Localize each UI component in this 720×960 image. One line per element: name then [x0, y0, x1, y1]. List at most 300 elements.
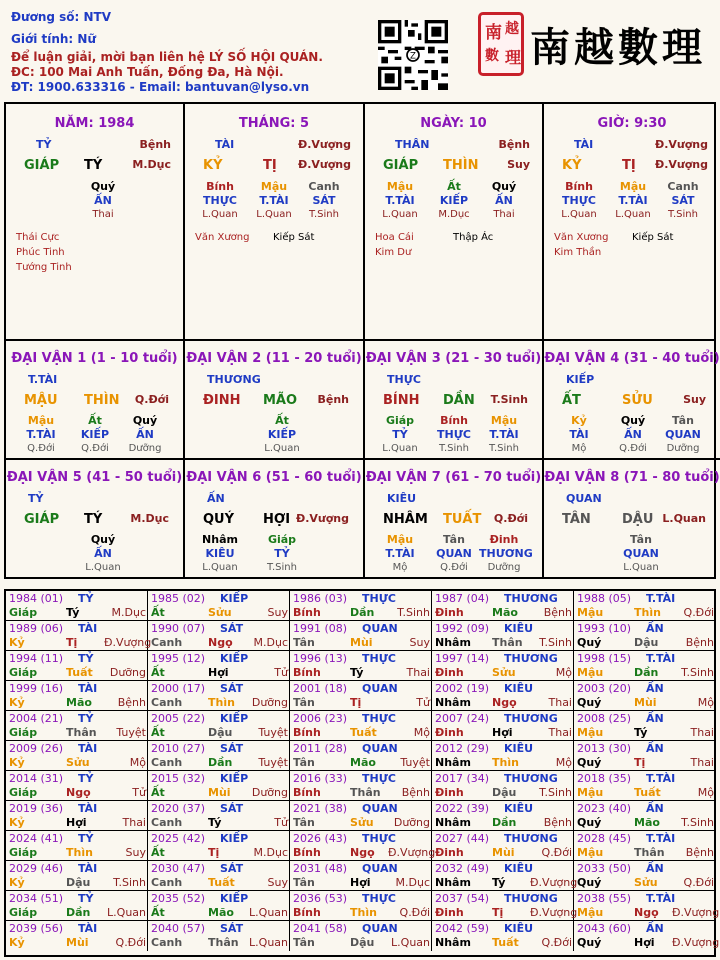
year-chi: Dần — [350, 606, 375, 619]
dai-van-hidden-shishen: ẤN — [94, 547, 112, 560]
year-chi: Sửu — [350, 816, 374, 829]
year-cell — [432, 801, 574, 831]
year-cell — [148, 831, 290, 861]
year-can: Bính — [293, 606, 321, 619]
year-chi: Thìn — [66, 846, 93, 859]
year-chi: Dậu — [208, 726, 233, 739]
year-cell — [148, 591, 290, 621]
year-chi: Thìn — [634, 606, 661, 619]
year-cell — [290, 831, 436, 861]
hidden-shishen: THỰC — [562, 194, 596, 207]
year-label: 2043 (60) — [577, 922, 632, 935]
year-truongsinh: Tử — [274, 666, 288, 679]
year-chi: Hợi — [492, 726, 513, 739]
year-label: 2033 (50) — [577, 862, 632, 875]
qr-code-icon[interactable] — [378, 20, 448, 90]
year-shishen: KIẾP — [220, 772, 249, 785]
pillar-top-right: Bệnh — [139, 138, 171, 151]
year-cell — [574, 651, 714, 681]
year-label: 2011 (28) — [293, 742, 348, 755]
dai-van-title: ĐẠI VẬN 6 (51 - 60 tuổi) — [186, 470, 362, 485]
year-chi: Tuất — [350, 726, 377, 739]
owner-name: Đương số: NTV — [11, 10, 112, 24]
hidden-truongsinh: L.Quan — [561, 209, 597, 220]
year-label: 1987 (04) — [435, 592, 490, 605]
dai-van-hidden-can: Quý — [132, 414, 158, 427]
pillar-cell — [6, 104, 185, 339]
year-can: Nhâm — [435, 936, 471, 949]
year-label: 2037 (54) — [435, 892, 490, 905]
year-can: Quý — [577, 696, 602, 709]
year-label: 2015 (32) — [151, 772, 206, 785]
year-label: 2039 (56) — [9, 922, 64, 935]
year-shishen: TÀI — [78, 862, 98, 875]
star-left: Hoa Cái — [375, 232, 414, 243]
year-label: 1988 (05) — [577, 592, 632, 605]
year-cell — [6, 591, 148, 621]
year-cell — [574, 741, 714, 771]
hidden-can: Mậu — [260, 180, 288, 193]
star-left: Tướng Tinh — [16, 262, 72, 273]
year-truongsinh: Suy — [267, 876, 288, 889]
year-truongsinh: L.Quan — [249, 936, 288, 949]
dai-van-hidden-truongsinh: T.Sinh — [439, 443, 469, 454]
year-can: Quý — [577, 756, 602, 769]
year-label: 2024 (41) — [9, 832, 64, 845]
dai-van-hidden-shishen: QUAN — [436, 547, 472, 560]
year-can: Bính — [293, 906, 321, 919]
year-truongsinh: Mộ — [697, 696, 714, 709]
year-cell — [6, 831, 148, 861]
year-can: Kỷ — [9, 816, 25, 829]
year-can: Giáp — [9, 726, 38, 739]
year-truongsinh: Suy — [409, 636, 430, 649]
four-pillars-table — [4, 102, 716, 341]
year-can: Đinh — [435, 726, 464, 739]
year-can: Bính — [293, 726, 321, 739]
year-chi: Mão — [492, 606, 518, 619]
year-can: Giáp — [9, 906, 38, 919]
year-chi: Tý — [492, 876, 506, 889]
hidden-can: Mậu — [386, 180, 414, 193]
dai-van-hidden-shishen: THƯƠNG — [479, 547, 533, 560]
year-chi: Thìn — [350, 906, 377, 919]
year-truongsinh: Đ.Vượng — [388, 846, 436, 859]
dai-van-hidden-shishen: QUAN — [665, 428, 701, 441]
year-chi: Thân — [492, 636, 523, 649]
year-truongsinh: Tuyệt — [258, 726, 288, 739]
dai-van-hidden-truongsinh: L.Quan — [623, 562, 659, 573]
year-cell — [432, 741, 574, 771]
hidden-truongsinh: L.Quan — [382, 209, 418, 220]
dai-van-chi: DẬU — [622, 512, 654, 527]
dai-van-table — [4, 341, 720, 579]
year-truongsinh: T.Sinh — [681, 666, 714, 679]
year-cell — [574, 861, 714, 891]
year-can: Mậu — [577, 666, 604, 679]
dai-van-right: Suy — [683, 393, 706, 406]
year-chi: Hợi — [66, 816, 87, 829]
year-cell — [148, 741, 290, 771]
dai-van-hidden-can: Bính — [440, 414, 468, 427]
dai-van-hidden-truongsinh: Dưỡng — [666, 443, 700, 454]
pillar-title: THÁNG: 5 — [238, 116, 310, 131]
pillar-cell — [185, 104, 365, 339]
pillar-chi: TỊ — [622, 158, 636, 173]
year-can: Quý — [577, 636, 602, 649]
year-can: Kỷ — [9, 636, 25, 649]
year-label: 2018 (35) — [577, 772, 632, 785]
dai-van-chi: HỢI — [263, 512, 291, 527]
dai-van-hidden-truongsinh: Q.Đới — [27, 443, 55, 454]
year-shishen: T.TÀI — [646, 772, 676, 785]
year-can: Ất — [151, 846, 165, 859]
pillar-cell — [365, 104, 544, 339]
hidden-shishen: T.TÀI — [385, 194, 415, 207]
year-chi: Dần — [208, 756, 233, 769]
year-can: Quý — [577, 876, 602, 889]
year-cell — [148, 711, 290, 741]
year-cell — [148, 681, 290, 711]
dai-van-hidden-truongsinh: L.Quan — [382, 443, 418, 454]
year-chi: Ngọ — [208, 636, 233, 649]
year-label: 1990 (07) — [151, 622, 206, 635]
year-chi: Tý — [208, 816, 222, 829]
year-shishen: SÁT — [220, 682, 244, 695]
year-shishen: KIÊU — [504, 922, 534, 935]
year-truongsinh: Tử — [132, 786, 146, 799]
year-label: 1994 (11) — [9, 652, 64, 665]
hidden-can: Ất — [447, 180, 461, 193]
year-shishen: KIẾP — [220, 892, 249, 905]
year-truongsinh: Thai — [690, 726, 714, 739]
year-chi: Dần — [66, 906, 91, 919]
dai-van-hidden-shishen: QUAN — [623, 547, 659, 560]
year-chi: Dậu — [66, 876, 91, 889]
year-truongsinh: Suy — [125, 846, 146, 859]
dai-van-hidden-truongsinh: L.Quan — [85, 562, 121, 573]
year-cell — [290, 891, 432, 921]
dai-van-title: ĐẠI VẬN 7 (61 - 70 tuổi) — [365, 470, 542, 485]
dai-van-hidden-truongsinh: Mộ — [571, 443, 587, 454]
year-label: 2022 (39) — [435, 802, 490, 815]
year-cell — [432, 711, 574, 741]
dai-van-hidden-shishen: TỶ — [392, 428, 408, 441]
year-label: 2032 (49) — [435, 862, 490, 875]
dai-van-hidden-can: Tân — [443, 533, 465, 546]
year-label: 2009 (26) — [9, 742, 64, 755]
dai-van-hidden-can: Mậu — [490, 414, 518, 427]
dai-van-hidden-can: Đinh — [489, 533, 519, 546]
year-cell — [148, 771, 290, 801]
year-chi: Thân — [634, 846, 665, 859]
year-label: 2021 (38) — [293, 802, 348, 815]
year-shishen: TÀI — [78, 802, 98, 815]
year-chi: Sửu — [492, 666, 516, 679]
year-truongsinh: Q.Đới — [683, 606, 714, 619]
year-truongsinh: T.Sinh — [113, 876, 146, 889]
dai-van-right: T.Sinh — [490, 393, 528, 406]
year-shishen: ẤN — [646, 862, 664, 875]
year-truongsinh: Đ.Vượng — [672, 906, 720, 919]
year-chi: Tị — [208, 846, 220, 859]
dai-van-hidden-can: Tân — [672, 414, 694, 427]
year-shishen: QUAN — [362, 622, 398, 635]
year-cell — [6, 891, 148, 921]
year-can: Tân — [293, 936, 315, 949]
year-truongsinh: Q.Đới — [399, 906, 430, 919]
dai-van-hidden-truongsinh: L.Quan — [264, 443, 300, 454]
star-left: Văn Xương — [195, 232, 250, 243]
dai-van-hidden-shishen: KIẾP — [80, 428, 110, 441]
year-truongsinh: Đ.Vượng — [530, 906, 578, 919]
year-truongsinh: Bệnh — [117, 696, 146, 709]
year-shishen: SÁT — [220, 802, 244, 815]
dai-van-hidden-shishen: T.TÀI — [385, 547, 415, 560]
hidden-truongsinh: Thai — [493, 209, 515, 220]
pillar-can: KỶ — [203, 158, 223, 173]
year-can: Giáp — [9, 606, 38, 619]
year-truongsinh: M.Dục — [111, 606, 146, 619]
year-cell — [290, 651, 432, 681]
year-chi: Sửu — [208, 606, 232, 619]
dai-van-hidden-truongsinh: Mộ — [392, 562, 408, 573]
year-chi: Mão — [634, 816, 660, 829]
dai-van-hidden-can: Quý — [90, 533, 116, 546]
year-cell — [432, 651, 574, 681]
year-cell — [290, 801, 432, 831]
dai-van-hidden-shishen: ẤN — [136, 428, 154, 441]
dai-van-hidden-can: Quý — [620, 414, 646, 427]
star-right: Kiếp Sát — [273, 232, 315, 243]
year-truongsinh: Q.Đới — [541, 936, 572, 949]
year-label: 2017 (34) — [435, 772, 490, 785]
pillar-chi-right: Đ.Vượng — [297, 158, 351, 171]
year-chi: Mão — [66, 696, 92, 709]
dai-van-cell — [6, 341, 185, 460]
hidden-can: Quý — [90, 180, 116, 193]
year-cell — [574, 621, 714, 651]
year-truongsinh: Thai — [548, 696, 572, 709]
year-truongsinh: Thai — [406, 666, 430, 679]
year-truongsinh: Bệnh — [401, 786, 430, 799]
brand-title: 南越數理 — [530, 24, 706, 71]
dai-van-title: ĐẠI VẬN 5 (41 - 50 tuổi) — [6, 470, 183, 485]
year-truongsinh: T.Sinh — [681, 816, 714, 829]
year-shishen: ẤN — [646, 682, 664, 695]
year-truongsinh: T.Sinh — [539, 786, 572, 799]
year-truongsinh: M.Dục — [253, 846, 288, 859]
year-can: Ất — [151, 786, 165, 799]
year-can: Quý — [577, 816, 602, 829]
year-cell — [432, 891, 578, 921]
year-chi: Dần — [492, 816, 517, 829]
year-shishen: THỰC — [362, 892, 396, 905]
year-shishen: THỰC — [362, 832, 396, 845]
year-can: Canh — [151, 816, 183, 829]
year-can: Kỷ — [9, 936, 25, 949]
year-truongsinh: Mộ — [413, 726, 430, 739]
year-chi: Thìn — [208, 696, 235, 709]
dai-van-cell — [6, 460, 185, 579]
year-label: 2041 (58) — [293, 922, 348, 935]
year-label: 1989 (06) — [9, 622, 64, 635]
hidden-shishen: SÁT — [312, 194, 336, 207]
dai-van-can: BÍNH — [383, 393, 420, 408]
dai-van-shishen: T.TÀI — [28, 373, 58, 386]
year-label: 2031 (48) — [293, 862, 348, 875]
dai-van-hidden-truongsinh: Q.Đới — [81, 443, 109, 454]
dai-van-hidden-can: Ất — [275, 414, 289, 427]
year-shishen: QUAN — [362, 682, 398, 695]
year-shishen: THỰC — [362, 712, 396, 725]
hidden-truongsinh: T.Sinh — [668, 209, 698, 220]
year-cell — [6, 741, 148, 771]
pillar-title: NĂM: 1984 — [54, 116, 135, 131]
hidden-truongsinh: M.Dục — [438, 209, 470, 220]
year-label: 1999 (16) — [9, 682, 64, 695]
year-chi: Mùi — [492, 846, 515, 859]
pillar-top-right: Đ.Vượng — [297, 138, 351, 151]
hidden-can: Bính — [206, 180, 234, 193]
dai-van-hidden-shishen: TÀI — [569, 428, 589, 441]
year-label: 2003 (20) — [577, 682, 632, 695]
year-label: 2035 (52) — [151, 892, 206, 905]
year-can: Đinh — [435, 906, 464, 919]
pillar-top-left: TÀI — [574, 138, 594, 151]
year-can: Bính — [293, 666, 321, 679]
dai-van-chi: TUẤT — [443, 512, 482, 527]
dai-van-title: ĐẠI VẬN 3 (21 - 30 tuổi) — [365, 351, 542, 366]
year-truongsinh: Dưỡng — [393, 816, 430, 829]
year-truongsinh: Bệnh — [685, 846, 714, 859]
dai-van-hidden-can: Giáp — [267, 533, 297, 546]
year-truongsinh: Tuyệt — [400, 756, 430, 769]
dai-van-chi: SỬU — [622, 393, 653, 408]
svg-text:Z: Z — [410, 51, 416, 62]
pillar-can: GIÁP — [24, 158, 60, 173]
year-truongsinh: M.Dục — [253, 636, 288, 649]
year-shishen: THƯƠNG — [504, 652, 558, 665]
year-truongsinh: Thai — [122, 816, 146, 829]
year-label: 1996 (13) — [293, 652, 348, 665]
year-cell — [6, 861, 148, 891]
year-truongsinh: Dưỡng — [251, 786, 288, 799]
year-truongsinh: Bệnh — [543, 606, 572, 619]
year-cell — [432, 621, 574, 651]
year-label: 2020 (37) — [151, 802, 206, 815]
star-right: Thập Ác — [453, 232, 494, 243]
dai-van-shishen: THỰC — [387, 373, 421, 386]
year-chi: Ngọ — [350, 846, 375, 859]
hidden-can: Quý — [491, 180, 517, 193]
year-shishen: SÁT — [220, 742, 244, 755]
year-cell — [290, 681, 432, 711]
year-cell — [290, 921, 432, 951]
year-chi: Sửu — [66, 756, 90, 769]
year-truongsinh: T.Sinh — [397, 606, 430, 619]
address-line: ĐC: 100 Mai Anh Tuấn, Đống Đa, Hà Nội. — [11, 65, 284, 79]
dai-van-can: NHÂM — [383, 512, 428, 527]
dai-van-hidden-truongsinh: L.Quan — [202, 562, 238, 573]
pillar-title: NGÀY: 10 — [420, 116, 487, 131]
hidden-can: Bính — [565, 180, 593, 193]
year-label: 2016 (33) — [293, 772, 348, 785]
year-can: Canh — [151, 756, 183, 769]
year-truongsinh: Đ.Vượng — [672, 936, 720, 949]
year-label: 2005 (22) — [151, 712, 206, 725]
year-shishen: ẤN — [646, 712, 664, 725]
year-can: Mậu — [577, 906, 604, 919]
year-label: 2007 (24) — [435, 712, 490, 725]
year-label: 2023 (40) — [577, 802, 632, 815]
year-cell — [290, 741, 432, 771]
year-truongsinh: Dưỡng — [109, 666, 146, 679]
year-shishen: TÀI — [78, 622, 98, 635]
year-shishen: THƯƠNG — [504, 712, 558, 725]
year-shishen: THỰC — [362, 652, 396, 665]
year-chi: Ngọ — [492, 696, 517, 709]
year-cell — [432, 861, 578, 891]
dai-van-shishen: QUAN — [566, 492, 602, 505]
hidden-truongsinh: L.Quan — [615, 209, 651, 220]
year-chi: Ngọ — [66, 786, 91, 799]
phone-email-line: ĐT: 1900.633316 - Email: bantuvan@lyso.vn — [11, 80, 310, 94]
star-left: Kim Thần — [554, 247, 602, 258]
year-cell — [148, 621, 290, 651]
year-label: 2012 (29) — [435, 742, 490, 755]
year-shishen: SÁT — [220, 862, 244, 875]
year-cell — [6, 771, 148, 801]
dai-van-hidden-shishen: KIÊU — [205, 547, 235, 560]
year-shishen: KIÊU — [504, 802, 534, 815]
year-shishen: TÀI — [78, 682, 98, 695]
year-chi: Thân — [66, 726, 97, 739]
year-chi: Tị — [634, 756, 646, 769]
year-shishen: KIẾP — [220, 652, 249, 665]
year-truongsinh: L.Quan — [107, 906, 146, 919]
year-can: Mậu — [577, 786, 604, 799]
year-shishen: KIÊU — [504, 862, 534, 875]
pillar-chi-right: Suy — [507, 158, 530, 171]
year-cell — [432, 921, 574, 951]
year-can: Tân — [293, 756, 315, 769]
year-cell — [6, 681, 148, 711]
year-label: 2042 (59) — [435, 922, 490, 935]
year-can: Giáp — [9, 786, 38, 799]
year-truongsinh: Bệnh — [685, 636, 714, 649]
dai-van-hidden-truongsinh: Dưỡng — [487, 562, 521, 573]
year-truongsinh: Bệnh — [543, 816, 572, 829]
year-can: Kỷ — [9, 876, 25, 889]
year-label: 1993 (10) — [577, 622, 632, 635]
dai-van-hidden-can: Mậu — [27, 414, 55, 427]
year-chi: Mùi — [208, 786, 231, 799]
hidden-shishen: ẤN — [495, 194, 513, 207]
year-shishen: ẤN — [646, 922, 664, 935]
year-label: 2027 (44) — [435, 832, 490, 845]
year-label: 2013 (30) — [577, 742, 632, 755]
year-chi: Tuất — [66, 666, 93, 679]
dai-van-title: ĐẠI VẬN 4 (31 - 40 tuổi) — [544, 351, 720, 366]
dai-van-hidden-shishen: THỰC — [437, 428, 471, 441]
year-can: Canh — [151, 876, 183, 889]
year-truongsinh: Q.Đới — [541, 846, 572, 859]
year-shishen: THỰC — [362, 592, 396, 605]
year-truongsinh: Đ.Vượng — [530, 876, 578, 889]
hidden-shishen: T.TÀI — [259, 194, 289, 207]
dai-van-shishen: KIẾP — [566, 373, 595, 386]
